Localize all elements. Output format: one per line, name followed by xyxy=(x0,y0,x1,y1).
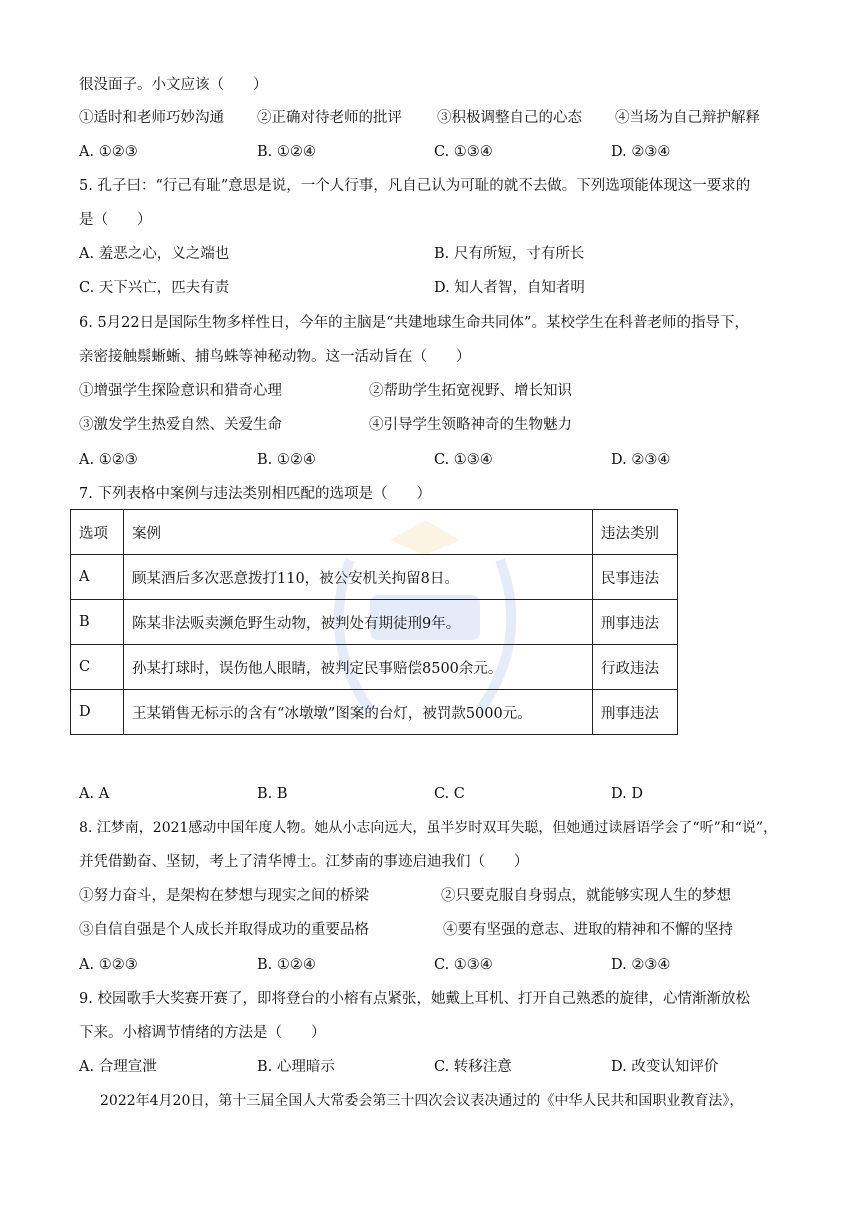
q7-stem: 7. 下列表格中案例与违法类别相匹配的选项是（ ） xyxy=(79,486,431,502)
q8-statement-2: ②只要克服自身弱点，就能够实现人生的梦想 xyxy=(441,888,731,904)
table-row xyxy=(71,555,678,600)
table-row xyxy=(71,690,678,735)
table-cell-case: 孙某打球时，误伤他人眼睛，被判定民事赔偿8500余元。 xyxy=(124,645,593,690)
table-header-case: 案例 xyxy=(124,510,593,555)
table-cell-case: 陈某非法贩卖濒危野生动物，被判处有期徒刑9年。 xyxy=(124,600,593,645)
q8-statement-1: ①努力奋斗，是架构在梦想与现实之间的桥梁 xyxy=(79,888,369,904)
q8-stem-line1: 8. 江梦南，2021感动中国年度人物。她从小志向远大，虽半岁时双耳失聪，但她通过读唇语学会了“听”和“说”， xyxy=(79,820,778,836)
q4-statement-4: ④当场为自己辩护解释 xyxy=(615,110,760,126)
q8-choice-c[interactable]: C. ①③④ xyxy=(434,957,493,973)
q6-statement-4: ④引导学生领略神奇的生物魅力 xyxy=(369,417,572,433)
q5-stem-line1: 5. 孔子曰：“行己有耻”意思是说，一个人行事，凡自己认为可耻的就不去做。下列选项能体现这一要求的 xyxy=(79,178,751,194)
table-row xyxy=(71,600,678,645)
q5-choice-d[interactable]: D. 知人者智，自知者明 xyxy=(434,280,585,296)
q7-choice-d[interactable]: D. D xyxy=(611,786,643,802)
q10-stem-line1: 2022年4月20日，第十三届全国人大常委会第三十四次会议表决通过的《中华人民共和国职业教育法》， xyxy=(100,1093,744,1109)
q5-choice-c[interactable]: C. 天下兴亡，匹夫有责 xyxy=(79,280,230,296)
table-cell-category: 刑事违法 xyxy=(593,600,678,645)
q4-choices xyxy=(79,142,799,162)
q4-statement-2: ②正确对待老师的批评 xyxy=(257,110,402,126)
table-header-category: 违法类别 xyxy=(593,510,678,555)
q6-choice-a[interactable]: A. ①②③ xyxy=(79,452,138,468)
q7-choice-a[interactable]: A. A xyxy=(79,786,110,802)
q4-choice-a[interactable]: A. ①②③ xyxy=(79,144,138,160)
table-header-option: 选项 xyxy=(71,510,124,555)
q9-choice-c[interactable]: C. 转移注意 xyxy=(434,1059,512,1075)
q7-case-table xyxy=(70,509,678,735)
q6-choice-c[interactable]: C. ①③④ xyxy=(434,452,493,468)
q9-choice-a[interactable]: A. 合理宣泄 xyxy=(79,1059,157,1075)
q6-choice-d[interactable]: D. ②③④ xyxy=(611,452,671,468)
q5-stem-line2: 是（ ） xyxy=(79,212,152,228)
q8-statements-row2 xyxy=(79,920,799,940)
table-header-row xyxy=(71,510,678,555)
q8-statements-row1 xyxy=(79,886,799,906)
q6-statements-row2 xyxy=(79,415,799,435)
q8-stem-line2: 并凭借勤奋、坚韧，考上了清华博士。江梦南的事迹启迪我们（ ） xyxy=(79,854,529,870)
q6-statements-row1 xyxy=(79,381,799,401)
q6-stem-line2: 亲密接触鬃蜥蜥、捕鸟蛛等神秘动物。这一活动旨在（ ） xyxy=(79,349,471,365)
q5-choices-row2 xyxy=(79,278,799,298)
q9-stem-line1: 9. 校园歌手大奖赛开赛了，即将登台的小榕有点紧张，她戴上耳机、打开自己熟悉的旋律，心情渐渐放松 xyxy=(79,991,750,1007)
table-cell-category: 民事违法 xyxy=(593,555,678,600)
q8-statement-3: ③自信自强是个人成长并取得成功的重要品格 xyxy=(79,922,369,938)
q6-statement-3: ③激发学生热爱自然、关爱生命 xyxy=(79,417,282,433)
table-cell-option: D xyxy=(71,690,124,735)
table-cell-option: A xyxy=(71,555,124,600)
table-cell-category: 行政违法 xyxy=(593,645,678,690)
q8-statement-4: ④要有坚强的意志、进取的精神和不懈的坚持 xyxy=(443,922,733,938)
table-cell-case: 顾某酒后多次恶意拨打110，被公安机关拘留8日。 xyxy=(124,555,593,600)
q5-choice-b[interactable]: B. 尺有所短，寸有所长 xyxy=(434,246,585,262)
q6-statement-1: ①增强学生探险意识和猎奇心理 xyxy=(79,383,282,399)
q9-choice-d[interactable]: D. 改变认知评价 xyxy=(611,1059,719,1075)
q8-choice-b[interactable]: B. ①②④ xyxy=(257,957,316,973)
q7-choice-c[interactable]: C. C xyxy=(434,786,465,802)
q7-choices xyxy=(79,784,799,804)
table-cell-case: 王某销售无标示的含有“冰墩墩”图案的台灯，被罚款5000元。 xyxy=(124,690,593,735)
q9-choice-b[interactable]: B. 心理暗示 xyxy=(257,1059,335,1075)
table-cell-option: C xyxy=(71,645,124,690)
q8-choice-a[interactable]: A. ①②③ xyxy=(79,957,138,973)
q4-statements xyxy=(79,108,799,128)
q8-choices xyxy=(79,955,799,975)
table-row xyxy=(71,645,678,690)
table-cell-option: B xyxy=(71,600,124,645)
table-cell-category: 刑事违法 xyxy=(593,690,678,735)
q4-stem-end: 很没面子。小文应该（ ） xyxy=(79,77,268,93)
q4-choice-b[interactable]: B. ①②④ xyxy=(257,144,316,160)
q4-statement-1: ①适时和老师巧妙沟通 xyxy=(79,110,224,126)
q4-statement-3: ③积极调整自己的心态 xyxy=(437,110,582,126)
q7-choice-b[interactable]: B. B xyxy=(257,786,288,802)
q6-choices xyxy=(79,450,799,470)
q5-choice-a[interactable]: A. 羞恶之心，义之端也 xyxy=(79,246,230,262)
q8-choice-d[interactable]: D. ②③④ xyxy=(611,957,671,973)
q9-choices xyxy=(79,1057,799,1077)
q6-stem-line1: 6. 5月22日是国际生物多样性日，今年的主脑是“共建地球生命共同体”。某校学生在科普老师的指导下， xyxy=(79,315,749,331)
q4-choice-d[interactable]: D. ②③④ xyxy=(611,144,671,160)
q4-choice-c[interactable]: C. ①③④ xyxy=(434,144,493,160)
q6-choice-b[interactable]: B. ①②④ xyxy=(257,452,316,468)
q5-choices-row1 xyxy=(79,244,799,264)
q9-stem-line2: 下来。小榕调节情绪的方法是（ ） xyxy=(79,1025,326,1041)
q6-statement-2: ②帮助学生拓宽视野、增长知识 xyxy=(369,383,572,399)
